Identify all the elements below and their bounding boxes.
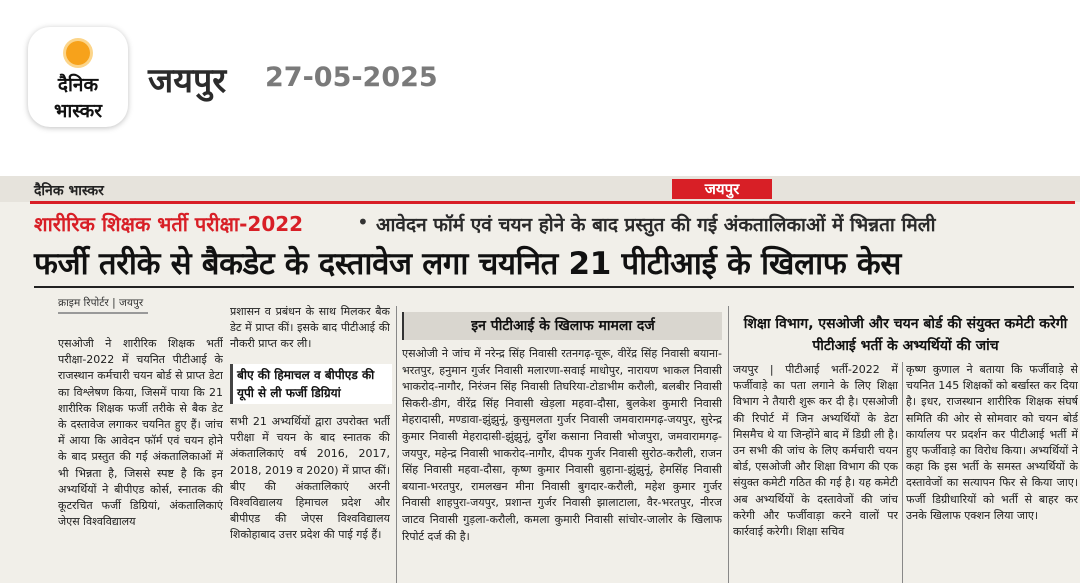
accused-list-heading: इन पीटीआई के खिलाफ मामला दर्ज (402, 312, 722, 340)
edition-date: 27-05-2025 (265, 62, 438, 93)
strapline: आवेदन फॉर्म एवं चयन होने के बाद प्रस्तुत की गई अंकतालिकाओं में भिन्नता मिली (376, 214, 936, 236)
byline: क्राइम रिपोर्टर | जयपुर (58, 297, 144, 309)
sidebar-column-1: जयपुर | पीटीआई भर्ती-2022 में फर्जीवाड़े का पता लगाने के लिए शिक्षा विभाग ने तैयारी शुरू कर दी है। एसओजी की रिपोर्ट में जिन अभ्यर्थियों के डेटा मिसमैच थे या जिन्होंने बाद में डिग्री ली है। उन सभी की जांच के लिए कर्मचारी चयन बोर्ड, एसओजी और शिक्षा विभाग की एक संयुक्त कमेटी गठित की गई है। यह कमेटी अब अभ्यर्थियों के दस्तावेजों की जांच करेगी और फर्जीवाड़ा करने वालों पर कार्रवाई करेगी। शिक्षा सचिव (733, 363, 898, 539)
sidebar-column-2: कृष्ण कुणाल ने बताया कि फर्जीवाड़े से चयनित 145 शिक्षकों को बर्खास्त कर दिया है। इधर, राजस्थान शारीरिक शिक्षक संघर्ष समिति की ओर से सोमवार को चयन बोर्ड कार्यालय पर प्रदर्शन कर पीटीआई भर्ती में हुए फर्जीवाड़े का विरोध किया। अभ्यर्थियों ने कहा कि इस भर्ती के समस्त अभ्यर्थियों के दस्तावेजों का सत्यापन फिर से किया जाए। फर्जी डिग्रीधारियों को भर्ती से बाहर कर उनके खिलाफ एक्शन लिया जाए। (906, 363, 1078, 522)
edition-badge: जयपुर (672, 179, 772, 199)
masthead-brand: दैनिक भास्कर (34, 183, 104, 199)
city-title: जयपुर (148, 61, 227, 101)
bullet-dot: • (357, 210, 369, 234)
headline: फर्जी तरीके से बैकडेट के दस्तावेज लगा चयनित 21 पीटीआई के खिलाफ केस (34, 246, 902, 282)
article-column-2-top: प्रशासन व प्रबंधन के साथ मिलकर बैक डेट में प्राप्त कीं। इसके बाद पीटीआई की नौकरी प्राप्त कर ली। (230, 305, 390, 351)
column-divider (396, 306, 397, 583)
masthead-rule (30, 201, 1075, 204)
sun-icon (66, 41, 90, 65)
byline-divider (58, 312, 148, 314)
headline-rule (34, 286, 1074, 288)
masthead-band (0, 176, 1080, 202)
subheading: बीए की हिमाचल व बीपीएड की यूपी से ली फर्जी डिग्रियां (237, 368, 375, 400)
column-divider (902, 362, 903, 583)
column-divider (728, 306, 729, 583)
newspaper-clipping (0, 176, 1080, 583)
article-column-1: एसओजी ने शारीरिक शिक्षक भर्ती परीक्षा-2022 में चयनित पीटीआई के राजस्थान कर्मचारी चयन बोर्ड से प्राप्त डेटा का विश्लेषण किया, जिसमें पाया कि 21 शारीरिक शिक्षक फर्जी तरीके से बैक डेट के दस्तावेज लगाकर चयनित हुए हैं। जांच में आया कि आवेदन फॉर्म एवं चयन होने के बाद प्रस्तुत की गई अंकतालिकाओं में भी भिन्नता है, जिससे स्पष्ट है कि इन अभ्यर्थियों ने बीपीएड कोर्स, स्नातक की कूटरचित फर्जी डिग्रियां, अंकतालिकाएं जेएस विश्वविद्यालय (58, 337, 223, 529)
app-header (0, 0, 1080, 160)
article-column-2-bottom: सभी 21 अभ्यर्थियों द्वारा उपरोक्त भर्ती परीक्षा में चयन के बाद स्नातक की अंकतालिकाएं वर्ष 2016, 2017, 2018, 2019 व 2020) में प्राप्त कीं। बीए की अंकतालिकाएं अरनी विश्वविद्यालय हिमाचल प्रदेश और बीपीएड की जेएस विश्वविद्यालय शिकोहाबाद उत्तर प्रदेश की पाई गई हैं। (230, 415, 390, 542)
dainik-bhaskar-logo[interactable] (28, 27, 128, 127)
kicker: शारीरिक शिक्षक भर्ती परीक्षा-2022 (34, 212, 304, 236)
logo-line-1: दैनिक (57, 74, 99, 96)
sidebar-headline: शिक्षा विभाग, एसओजी और चयन बोर्ड की संयुक्त कमेटी करेगी पीटीआई भर्ती के अभ्यर्थियों की जांच (743, 316, 1068, 354)
accused-list-text: एसओजी ने जांच में नरेन्द्र सिंह निवासी रतनगढ़-चूरू, वीरेंद्र सिंह निवासी बयाना-भरतपुर, हनुमान गुर्जर निवासी मलारणा-सवाई माधोपुर, नारायण भाकल निवासी भाकरोद-नागौर, निरंजन सिंह निवासी तिघरिया-टोडाभीम करौली, बलबीर निवासी सिकरी-डीग, वीरेंद्र सिंह निवासी खेड़ला महवा-दौसा, बुलकेश कुमारी निवासी मेहरादासी, मण्डावा-झुंझुनूं, कुसुमलता गुर्जर निवासी जमवारामगढ़-जयपुर, सुरेन्द्र कुमार निवासी मेहरादासी-झुंझुनूं, दुर्गेश कसाना निवासी भोजपुरा, जमवारामगढ़-जयपुर, महेन्द्र निवासी भाकरोद-नागौर, दीपक गुर्जर निवासी सुरोठ-करौली, राजन सिंह निवासी महवा-दौसा, कृष्ण कुमार निवासी बुहाना-झुंझुनूं, हेमसिंह निवासी बयाना-भरतपुर, रामलखन मीना निवासी बुगदार-करौली, महेश कुमार गुर्जर निवासी शाहपुरा-जयपुर, प्रशान्त गुर्जर निवासी झालाटाला, वैर-भरतपुर, नीरज जाटव निवासी गुड़ला-करौली, कमला कुमारी निवासी सांचोर-जालोर के खिलाफ रिपोर्ट दर्ज की है। (402, 347, 722, 543)
subheading-box (230, 364, 392, 404)
logo-line-2: भास्कर (53, 100, 103, 122)
